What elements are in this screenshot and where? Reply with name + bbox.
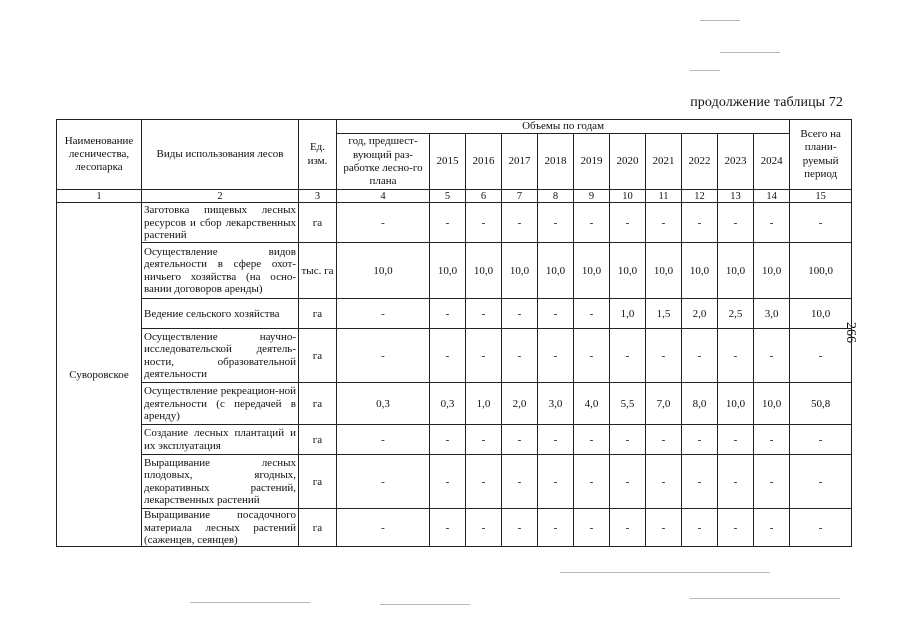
use-kind: Выращивание посадочного материала лесных растений (саженцев, сеянцев) (142, 509, 299, 547)
year-value: - (610, 425, 646, 455)
column-number: 8 (538, 190, 574, 203)
year-value: 10,0 (754, 243, 790, 299)
header-year: 2015 (430, 134, 466, 190)
column-number: 5 (430, 190, 466, 203)
year-value: 5,5 (610, 383, 646, 425)
year-value: 10,0 (610, 243, 646, 299)
header-year: 2022 (682, 134, 718, 190)
year-value: - (538, 329, 574, 383)
year-value: 10,0 (718, 243, 754, 299)
header-year: 2024 (754, 134, 790, 190)
year-value: - (502, 329, 538, 383)
total-value: 10,0 (790, 299, 852, 329)
year-value: - (754, 425, 790, 455)
year-value: - (430, 455, 466, 509)
table-row (57, 455, 852, 509)
header-pre-year: год, предшест-вующий раз-работке лесно-го плана (337, 134, 430, 190)
header-volumes-by-year: Объемы по годам (337, 120, 790, 134)
column-number: 6 (466, 190, 502, 203)
total-value: - (790, 455, 852, 509)
year-value: 10,0 (337, 243, 430, 299)
year-value: 8,0 (682, 383, 718, 425)
year-value: - (466, 329, 502, 383)
year-value: - (610, 509, 646, 547)
year-value: - (502, 425, 538, 455)
unit: тыс. га (299, 243, 337, 299)
year-value: - (646, 425, 682, 455)
table-row (57, 383, 852, 425)
total-value: - (790, 509, 852, 547)
year-value: - (610, 455, 646, 509)
year-value: 10,0 (646, 243, 682, 299)
column-number: 15 (790, 190, 852, 203)
scan-artifact (560, 572, 770, 573)
year-value: 7,0 (646, 383, 682, 425)
year-value: - (574, 425, 610, 455)
use-kind: Осуществление рекреацион-ной деятельности (с передачей в аренду) (142, 383, 299, 425)
scan-artifact (690, 70, 720, 71)
year-value: - (682, 509, 718, 547)
year-value: 10,0 (754, 383, 790, 425)
year-value: - (754, 203, 790, 243)
table-row (57, 329, 852, 383)
year-value: - (466, 203, 502, 243)
year-value: 10,0 (718, 383, 754, 425)
year-value: - (574, 329, 610, 383)
use-kind: Заготовка пищевых лесных ресурсов и сбор лекарственных растений (142, 203, 299, 243)
year-value: - (682, 329, 718, 383)
year-value: 0,3 (430, 383, 466, 425)
total-value: 50,8 (790, 383, 852, 425)
scan-artifact (190, 602, 310, 603)
year-value: - (754, 329, 790, 383)
year-value: - (430, 299, 466, 329)
table-row (57, 509, 852, 547)
header-unit: Ед. изм. (299, 120, 337, 190)
year-value: - (718, 509, 754, 547)
year-value: - (538, 203, 574, 243)
year-value: - (610, 329, 646, 383)
use-kind: Ведение сельского хозяйства (142, 299, 299, 329)
header-year: 2021 (646, 134, 682, 190)
year-value: - (337, 329, 430, 383)
total-value: - (790, 203, 852, 243)
header-forestry: Наименование лесничества, лесопарка (57, 120, 142, 190)
year-value: 10,0 (502, 243, 538, 299)
year-value: 10,0 (466, 243, 502, 299)
use-kind: Осуществление видов деятельности в сфере охот-ничьего хозяйства (на осно-вании договоров аренды) (142, 243, 299, 299)
year-value: 10,0 (682, 243, 718, 299)
year-value: - (430, 203, 466, 243)
year-value: - (502, 455, 538, 509)
use-kind: Выращивание лесных плодовых, ягодных, декоративных растений, лекарственных растений (142, 455, 299, 509)
table-row (57, 425, 852, 455)
scan-artifact (690, 598, 840, 599)
column-number: 2 (142, 190, 299, 203)
year-value: - (754, 455, 790, 509)
year-value: 0,3 (337, 383, 430, 425)
year-value: - (538, 455, 574, 509)
table-row (57, 243, 852, 299)
total-value: - (790, 329, 852, 383)
column-number: 13 (718, 190, 754, 203)
year-value: - (466, 509, 502, 547)
year-value: 4,0 (574, 383, 610, 425)
year-value: - (718, 425, 754, 455)
forestry-name: Суворовское (57, 203, 142, 547)
column-number: 11 (646, 190, 682, 203)
total-value: 100,0 (790, 243, 852, 299)
header-year: 2023 (718, 134, 754, 190)
year-value: - (574, 203, 610, 243)
scan-artifact (720, 52, 780, 53)
year-value: - (502, 509, 538, 547)
year-value: - (466, 425, 502, 455)
unit: га (299, 383, 337, 425)
year-value: - (502, 203, 538, 243)
year-value: - (337, 203, 430, 243)
year-value: 3,0 (538, 383, 574, 425)
year-value: - (574, 455, 610, 509)
year-value: - (646, 203, 682, 243)
year-value: 10,0 (538, 243, 574, 299)
use-kind: Создание лесных плантаций и их эксплуатация (142, 425, 299, 455)
year-value: - (718, 455, 754, 509)
year-value: - (682, 455, 718, 509)
data-table (56, 119, 852, 547)
year-value: - (538, 509, 574, 547)
header-year: 2020 (610, 134, 646, 190)
column-number: 4 (337, 190, 430, 203)
year-value: - (337, 425, 430, 455)
page-number: 266 (843, 322, 858, 343)
year-value: - (430, 425, 466, 455)
column-number: 3 (299, 190, 337, 203)
year-value: - (646, 509, 682, 547)
year-value: 10,0 (430, 243, 466, 299)
year-value: - (754, 509, 790, 547)
year-value: - (682, 425, 718, 455)
column-number: 7 (502, 190, 538, 203)
unit: га (299, 299, 337, 329)
table-row (57, 299, 852, 329)
year-value: - (538, 299, 574, 329)
year-value: 2,0 (502, 383, 538, 425)
year-value: 3,0 (754, 299, 790, 329)
column-number: 9 (574, 190, 610, 203)
year-value: - (337, 455, 430, 509)
total-value: - (790, 425, 852, 455)
year-value: - (337, 509, 430, 547)
header-total: Всего на плани-руемый период (790, 120, 852, 190)
year-value: - (538, 425, 574, 455)
table-row (57, 203, 852, 243)
year-value: - (574, 509, 610, 547)
column-number: 1 (57, 190, 142, 203)
use-kind: Осуществление научно-исследовательской деятель-ности, образовательной деятельности (142, 329, 299, 383)
year-value: - (718, 329, 754, 383)
year-value: 1,0 (466, 383, 502, 425)
year-value: - (337, 299, 430, 329)
year-value: - (574, 299, 610, 329)
year-value: 1,5 (646, 299, 682, 329)
year-value: - (610, 203, 646, 243)
year-value: 1,0 (610, 299, 646, 329)
unit: га (299, 455, 337, 509)
year-value: 2,0 (682, 299, 718, 329)
unit: га (299, 329, 337, 383)
year-value: - (682, 203, 718, 243)
header-year: 2019 (574, 134, 610, 190)
year-value: - (646, 455, 682, 509)
unit: га (299, 203, 337, 243)
year-value: 2,5 (718, 299, 754, 329)
year-value: - (646, 329, 682, 383)
year-value: - (430, 509, 466, 547)
unit: га (299, 425, 337, 455)
header-year: 2017 (502, 134, 538, 190)
column-number: 10 (610, 190, 646, 203)
header-year: 2018 (538, 134, 574, 190)
unit: га (299, 509, 337, 547)
header-kinds: Виды использования лесов (142, 120, 299, 190)
year-value: - (466, 299, 502, 329)
header-year: 2016 (466, 134, 502, 190)
year-value: - (466, 455, 502, 509)
table-caption: продолжение таблицы 72 (690, 95, 843, 110)
year-value: - (430, 329, 466, 383)
scan-artifact (700, 20, 740, 21)
year-value: - (718, 203, 754, 243)
year-value: 10,0 (574, 243, 610, 299)
column-number: 12 (682, 190, 718, 203)
year-value: - (502, 299, 538, 329)
column-number: 14 (754, 190, 790, 203)
scan-artifact (380, 604, 470, 605)
